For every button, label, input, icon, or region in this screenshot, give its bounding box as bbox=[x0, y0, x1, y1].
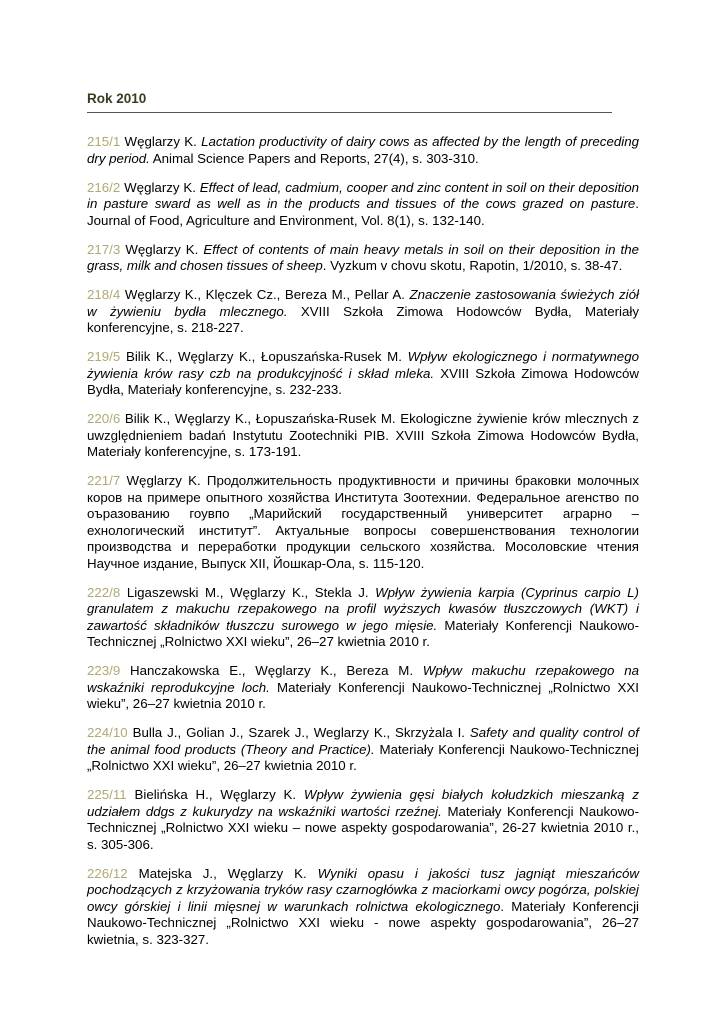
entry-number: 224/10 bbox=[87, 725, 128, 740]
entry-title: Effect of contents of main heavy metals in soil on their deposition in the grass, milk and chosen tissues of sheep bbox=[87, 241, 639, 273]
entry-number: 223/9 bbox=[87, 663, 121, 678]
entry-source: Materiały Konferencji Naukowo-Technicznej „Rolnictwo XXI wieku – nowe aspekty gospodarowania”, 26-27 kwietnia 2010 r., s. 305-306. bbox=[87, 803, 639, 852]
publication-entry bbox=[87, 725, 639, 775]
entry-source: . Materiały Konferencji Naukowo-Technicznej „Rolnictwo XXI wieku - nowe aspekty gospodarowania”, 26–27 kwietnia, s. 323-327. bbox=[87, 898, 639, 947]
entry-title: Safety and quality control of the animal food products (Theory and Practice). bbox=[87, 725, 639, 757]
entry-number: 226/12 bbox=[87, 865, 128, 881]
entry-source: . Journal of Food, Agriculture and Environment, Vol. 8(1), s. 132-140. bbox=[87, 196, 639, 228]
section-heading: Rok 2010 bbox=[87, 91, 147, 106]
publication-entry bbox=[87, 585, 639, 651]
publication-entry bbox=[87, 134, 639, 167]
publication-entry bbox=[87, 242, 639, 275]
heading-divider bbox=[87, 112, 612, 113]
entry-source: Materiały Konferencji Naukowo-Technicznej „Rolnictwo XXI wieku”, 26–27 kwietnia 2010 r. bbox=[87, 679, 639, 711]
publication-entry bbox=[87, 787, 639, 853]
entry-authors: Hanczakowska E., Węglarzy K., Bereza M. bbox=[130, 663, 423, 678]
publication-entry bbox=[87, 866, 639, 949]
entry-source: XVIII Szkoła Zimowa Hodowców Bydła, Materiały konferencyjne, s. 232-233. bbox=[87, 365, 639, 397]
entry-number: 220/6 bbox=[87, 411, 121, 426]
entry-title: Lactation productivity of dairy cows as affected by the length of preceding dry period. bbox=[87, 134, 639, 166]
publication-entry bbox=[87, 287, 639, 337]
entry-authors: Matejska J., Węglarzy K. bbox=[138, 865, 318, 881]
entry-authors: Bilik K., Węglarzy K., Łopuszańska-Rusek M. bbox=[125, 349, 408, 364]
entry-title: Effect of lead, cadmium, cooper and zinc content in soil on their deposition in pasture sward as well as in the products and tissues of the cows grazed on pasture bbox=[87, 179, 640, 211]
publication-entry bbox=[87, 180, 639, 230]
entry-title: Wpływ ekologicznego i normatywnego żywienia krów rasy czb na produkcyjność i skład mleka. bbox=[87, 349, 639, 381]
publication-list bbox=[87, 134, 639, 961]
publication-entry bbox=[87, 411, 639, 461]
entry-authors: Ligaszewski M., Węglarzy K., Stekla J. bbox=[126, 584, 376, 600]
entry-number: 225/11 bbox=[87, 787, 127, 802]
entry-title: Wyniki opasu i jakości tusz jagniąt mieszańców pochodzących z krzyżowania tryków rasy czarnogłówka z maciorkami owcy pogórza, polskiej owcy górskiej i linii mięsnej w warunkach rolnictwa ekologicznego bbox=[87, 865, 639, 914]
entry-source: Animal Science Papers and Reports, 27(4), s. 303-310. bbox=[149, 150, 479, 166]
entry-number: 217/3 bbox=[87, 241, 121, 257]
entry-authors: Bulla J., Golian J., Szarek J., Weglarzy K., Skrzyżala I. bbox=[132, 725, 470, 740]
entry-source: XVIII Szkoła Zimowa Hodowców Bydła, Materiały konferencyjne, s. 218-227. bbox=[87, 303, 639, 335]
entry-source: Materiały Konferencji Naukowo-Technicznej „Rolnictwo XXI wieku”, 26–27 kwietnia 2010 r. bbox=[87, 741, 639, 773]
entry-authors: Bilik K., Węglarzy K., Łopuszańska-Rusek M. bbox=[124, 411, 401, 426]
entry-source: Продолжительность продуктивности и причины браковки молочных коров на примере опытного хозяйства Института Зоотехнии. Федеральное агенство по оъразованию гоувпо „Марийский государственный университет аграрно – ехнологический институт”. Актуальные вопросы совершенствования технологии производства и переработки продукции сельского хозяйства. Мосоловские чтения Научное издание, Выпуск XII, Йошкар-Ола, s. 115-120. bbox=[87, 473, 640, 571]
entry-number: 221/7 bbox=[87, 473, 121, 488]
entry-number: 218/4 bbox=[87, 287, 121, 302]
entry-title: Wpływ żywienia gęsi białych kołudzkich mieszanką z udziałem ddgs z kukurydzy na wskaźniki wartości rzeźnej. bbox=[87, 787, 639, 819]
entry-title: Wpływ żywienia karpia (Cyprinus carpio L) granulatem z makuchu rzepakowego na profil wyższych kwasów tłuszczowych (WKT) i zawartość składników tłuszczu surowego w jego mięsie. bbox=[87, 584, 639, 633]
publication-entry bbox=[87, 663, 639, 713]
entry-authors: Węglarzy K. bbox=[125, 241, 204, 257]
entry-authors: Węglarzy K. bbox=[124, 179, 200, 195]
entry-authors: Węglarzy K., Klęczek Cz., Bereza M., Pellar A. bbox=[124, 287, 410, 302]
entry-source: . Vyzkum v chovu skotu, Rapotin, 1/2010, s. 38-47. bbox=[322, 258, 623, 273]
entry-number: 216/2 bbox=[87, 179, 121, 195]
entry-number: 219/5 bbox=[87, 349, 121, 364]
entry-number: 222/8 bbox=[87, 584, 121, 600]
entry-authors: Bielińska H., Węglarzy K. bbox=[134, 787, 304, 802]
entry-source: Ekologiczne żywienie krów mlecznych z uwzględnieniem badań Instytutu Zootechniki PIB. XVIII Szkoła Zimowa Hodowców Bydła, Materiały konferencyjne, s. 173-191. bbox=[87, 411, 639, 459]
entry-source: Materiały Konferencji Naukowo-Technicznej „Rolnictwo XXI wieku”, 26–27 kwietnia 2010 r. bbox=[87, 617, 639, 649]
entry-title: Znaczenie zastosowania świeżych ziół w żywieniu bydła mlecznego. bbox=[87, 287, 639, 319]
publication-entry bbox=[87, 349, 639, 399]
entry-authors: Węglarzy K. bbox=[124, 134, 202, 149]
entry-title: Wpływ makuchu rzepakowego na wskaźniki reprodukcyjne loch. bbox=[87, 663, 639, 695]
entry-authors: Węglarzy K. bbox=[126, 473, 207, 488]
entry-number: 215/1 bbox=[87, 134, 121, 149]
publication-entry bbox=[87, 473, 639, 572]
